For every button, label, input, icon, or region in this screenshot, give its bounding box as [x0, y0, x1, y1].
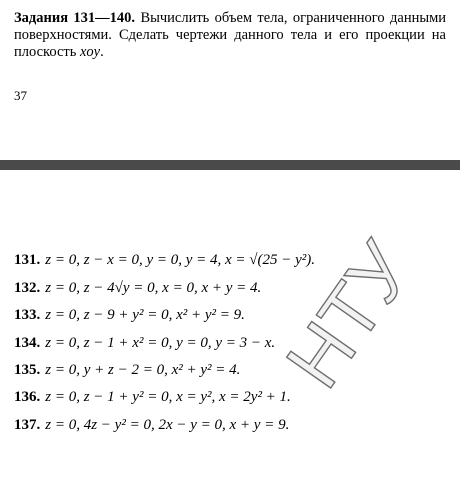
problem-number: 135. — [14, 361, 41, 378]
problem-equations: z = 0, z − 9 + y² = 0, x² + y² = 9. — [45, 307, 245, 324]
instruction-1: Вычислить объем тела, ограниченного данными поверхностями. — [14, 10, 447, 43]
header-end: . — [100, 44, 104, 60]
watermark: НТУ — [268, 226, 429, 404]
problem-131 — [14, 243, 454, 270]
problem-number: 133. — [14, 307, 41, 324]
problem-equations: z = 0, y + z − 2 = 0, x² + y² = 4. — [45, 361, 241, 378]
page-number: 37 — [14, 88, 27, 103]
problem-number: 132. — [14, 279, 41, 296]
problem-135 — [14, 353, 454, 380]
problem-132 — [14, 270, 454, 297]
problem-number: 136. — [14, 389, 41, 406]
problem-equations: z = 0, 4z − y² = 0, 2x − y = 0, x + y = 9. — [45, 416, 290, 433]
problem-137 — [14, 407, 454, 434]
instruction-2: Сделать чертежи данного тела и его проекции на плоскость — [14, 27, 446, 60]
task-header — [14, 10, 446, 61]
problem-number: 134. — [14, 334, 41, 351]
problem-number: 137. — [14, 416, 41, 433]
problem-number: 131. — [14, 252, 41, 269]
problem-equations: z = 0, z − x = 0, y = 0, y = 4, x = √(25 − y²). — [45, 252, 316, 269]
problem-list — [14, 243, 454, 435]
plane-name: xoy — [79, 44, 101, 60]
problem-equations: z = 0, z − 1 + x² = 0, y = 0, y = 3 − x. — [45, 334, 276, 351]
problem-136 — [14, 380, 454, 407]
problem-equations: z = 0, z − 1 + y² = 0, x = y², x = 2y² + 1. — [45, 389, 291, 406]
page-separator — [0, 160, 460, 170]
problem-133 — [14, 298, 454, 325]
problem-equations: z = 0, z − 4√y = 0, x = 0, x + y = 4. — [45, 279, 262, 296]
problem-134 — [14, 325, 454, 352]
task-label: Задания 131—140. — [14, 10, 136, 26]
